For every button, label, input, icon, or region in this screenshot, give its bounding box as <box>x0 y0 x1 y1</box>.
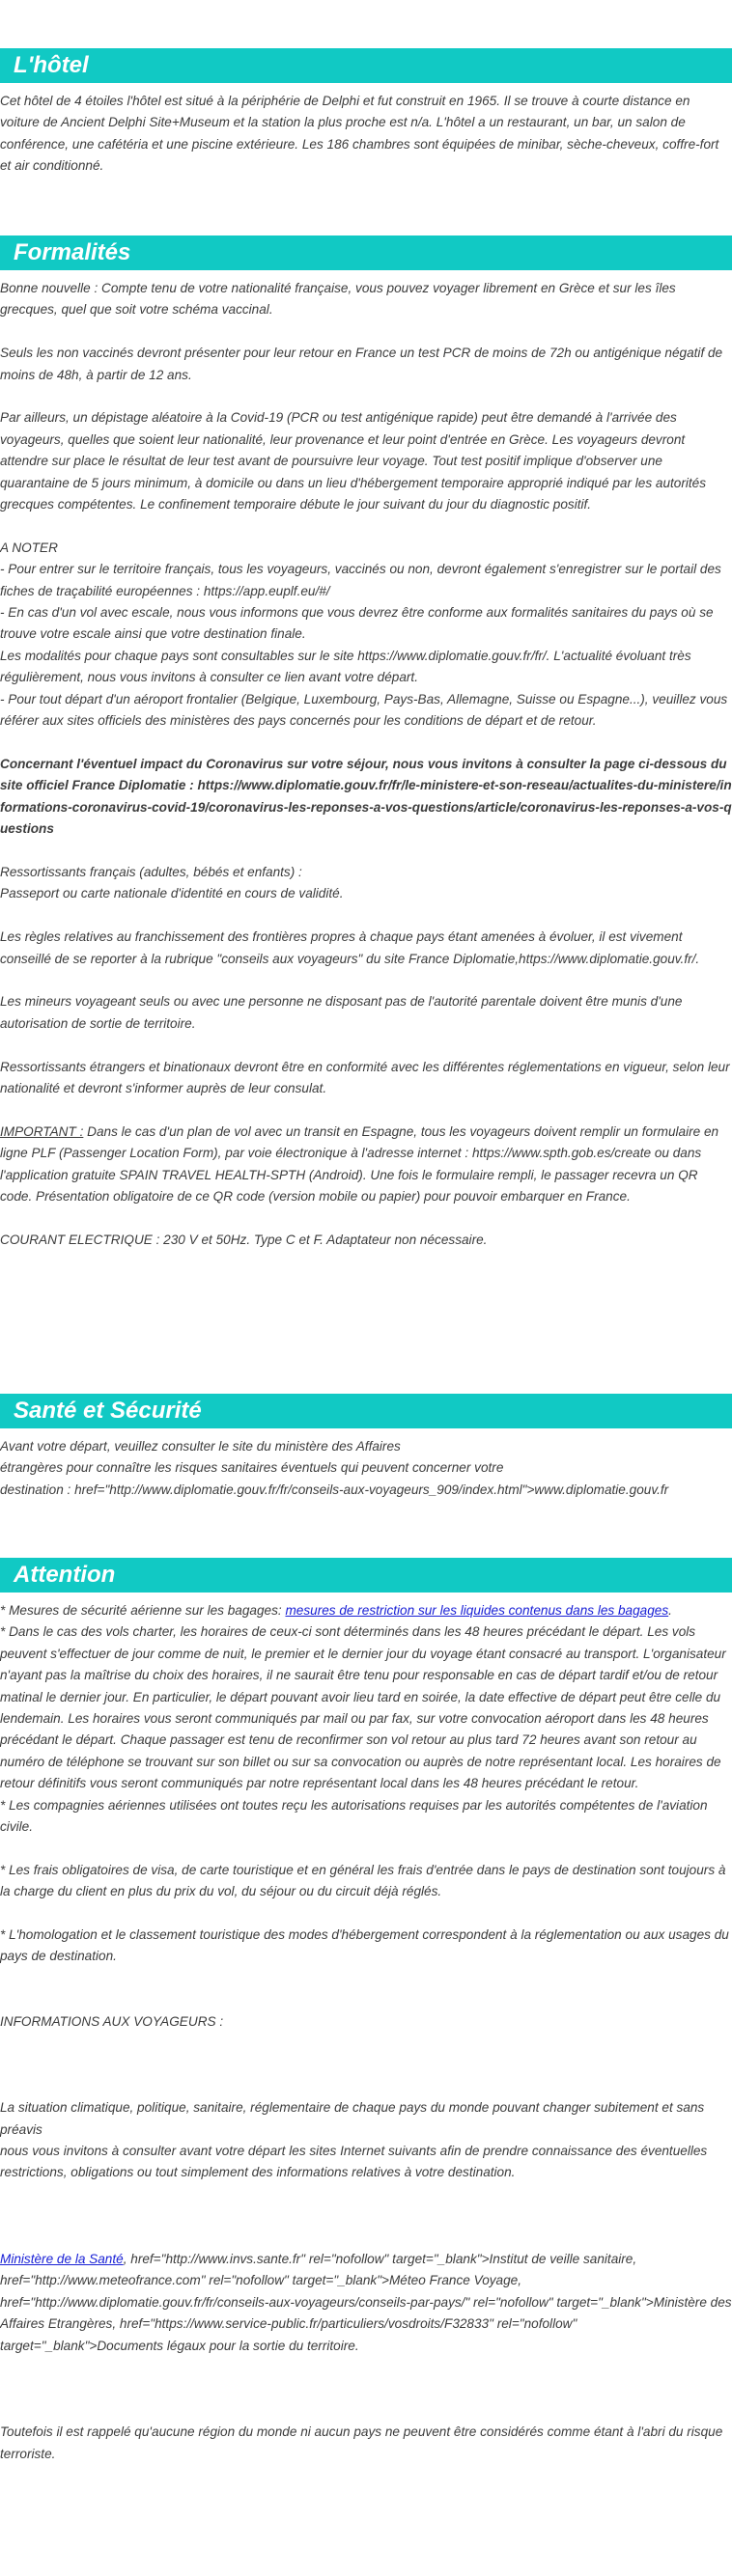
etrangers-text: Ressortissants étrangers et binationaux devront être en conformité avec les différentes réglementations en vigueur, selon leur nationalité et devront s'informer auprès de leur consulat. <box>0 1059 730 1095</box>
homologation-text: * L'homologation et le classement touristique des modes d'hébergement correspondent à la réglementation ou aux usages du pays de destination. <box>0 1927 729 1964</box>
ministere-paragraph <box>0 2249 732 2357</box>
frais-text: * Les frais obligatoires de visa, de carte touristique et en général les frais d'entrée dans le pays de destination sont toujours à la charge du client en plus du prix du vol, du séjour ou du circuit déjà réglés. <box>0 1862 726 1899</box>
bagages-suffix: . <box>668 1603 672 1618</box>
note-title: A NOTER <box>0 540 58 555</box>
sante-line-2: étrangères pour connaître les risques sanitaires éventuels qui peuvent concerner votre <box>0 1460 504 1476</box>
regles-text: Les règles relatives au franchissement des frontières propres à chaque pays étant amenées à évoluer, il est vivement conseillé de se reporter à la rubrique "conseils aux voyageurs" du site France Diplomatie,https://www.diplomatie.gouv.fr/. <box>0 929 700 966</box>
bagages-link[interactable]: mesures de restriction sur les liquides contenus dans les bagages <box>285 1603 669 1618</box>
situation-text-1: La situation climatique, politique, sanitaire, réglementaire de chaque pays du monde pouvant changer subitement et sans préavis <box>0 2100 705 2137</box>
ministere-rest: , href="http://www.invs.sante.fr" rel="nofollow" target="_blank">Institut de veille sanitaire, href="http://www.meteofrance.com" rel="nofollow" target="_blank">Méteo France Voyage, href="http://www.diplomatie.gouv.fr/fr/conseils-aux-voyageurs/conseils-par-pays/" rel="nofollow" target="_blank">Ministère des Affaires Etrangères, href="https://www.service-public.fr/particuliers/vosdroits/F32833" rel="nofollow" target="_blank">Documents légaux pour la sortie du territoire. <box>0 2252 732 2353</box>
formalites-body <box>0 270 732 1251</box>
important-paragraph <box>0 1122 732 1208</box>
attention-title: Attention <box>0 1558 732 1593</box>
bagages-prefix: * Mesures de sécurité aérienne sur les bagages: <box>0 1603 286 1618</box>
toutefois-text: Toutefois il est rappelé qu'aucune région du monde ni aucun pays ne peuvent être considérés comme étant à l'abri du risque terroriste. <box>0 2424 723 2461</box>
courant-text: COURANT ELECTRIQUE : 230 V et 50Hz. Type C et F. Adaptateur non nécessaire. <box>0 1232 488 1247</box>
sante-line-1: Avant votre départ, veuillez consulter le site du ministère des Affaires <box>0 1439 401 1454</box>
important-label: IMPORTANT : <box>0 1123 84 1139</box>
ministere-sante-link[interactable]: Ministère de la Santé <box>0 2252 124 2267</box>
note-4: - Pour tout départ d'un aéroport frontalier (Belgique, Luxembourg, Pays-Bas, Allemagne, Suisse ou Espagne...), veuillez vous référer aux sites officiels des ministères des pays concernés pour les conditions de départ et de retour. <box>0 691 728 729</box>
formalites-p3: Par ailleurs, un dépistage aléatoire à la Covid-19 (PCR ou test antigénique rapide) peut être demandé à l'arrivée des voyageurs, quelles que soient leur nationalité, leur provenance et leur point d'entrée en Grèce. Les voyageurs devront attendre sur place le résultat de leur test avant de poursuivre leur voyage. Tout test positif implique d'observer une quarantaine de 5 jours minimum, à domicile ou dans un lieu d'hébergement temporaire approprié indiqué par les autorités grecques compétentes. Le confinement temporaire débute le jour suivant du jour du diagnostic positif. <box>0 410 707 512</box>
important-text: Dans le cas d'un plan de vol avec un transit en Espagne, tous les voyageurs doivent remplir un formulaire en ligne PLF (Passenger Location Form), par voie électronique à l'adresse internet : https://www.spth.gob.es/create ou dans l'application gratuite SPAIN TRAVEL HEALTH-SPTH (Android). Une fois le formulaire rempli, le passager recevra un QR code. Présentation obligatoire de ce QR code (version mobile ou papier) pour pouvoir embarquer en France. <box>0 1123 719 1204</box>
situation-text-2: nous vous invitons à consulter avant votre départ les sites Internet suivants afin de prendre connaissance des éventuelles restrictions, obligations ou tout simplement des informations relatives à votre destination. <box>0 2144 708 2180</box>
sante-section <box>0 1394 732 1501</box>
hotel-title: L'hôtel <box>0 48 732 83</box>
hotel-text: Cet hôtel de 4 étoiles l'hôtel est situé à la périphérie de Delphi et fut construit en 1965. Il se trouve à courte distance en voiture de Ancient Delphi Site+Museum et la station la plus proche est n/a. L'hôtel a un restaurant, un bar, un salon de conférence, une cafétéria et une piscine extérieure. Les 186 chambres sont équipées de minibar, sèche-cheveux, coffre-fort et air conditionné. <box>0 94 719 174</box>
charter-text: * Dans le cas des vols charter, les horaires de ceux-ci sont déterminés dans les 48 heures précédant le départ. Les vols peuvent s'effectuer de jour comme de nuit, le premier et le dernier jour du voyage étant consacré au transport. L'organisateur n'ayant pas la maîtrise du choix des horaires, il ne saurait être tenu pour responsable en cas de départ tardif et/ou de retour matinal le dernier jour. En particulier, le départ pouvant avoir lieu tard en soirée, la date effective de départ peut être celle du lendemain. Les horaires vous seront communiqués par mail ou par fax, sur votre convocation aéroport dans les 48 heures précédant le départ. Chaque passager est tenu de reconfirmer son vol retour au plus tard 72 heures avant son retour au numéro de téléphone se trouvant sur son billet ou sur sa convocation ou auprès de notre représentant local. Les horaires de retour définitifs vous seront communiqués par notre représentant local dans les 48 heures précédant le retour. <box>0 1624 726 1791</box>
attention-body <box>0 1593 732 2465</box>
covid-notice: Concernant l'éventuel impact du Coronavirus sur votre séjour, nous vous invitons à consulter la page ci-dessous du site officiel France Diplomatie : https://www.diplomatie.gouv.fr/fr/le-ministere-et-son-reseau/actualites-du-ministere/informations-coronavirus-covid-19/coronavirus-les-reponses-a-vos-questions/article/coronavirus-les-reponses-a-vos-questions <box>0 756 732 837</box>
bagages-paragraph <box>0 1600 732 1621</box>
sante-title: Santé et Sécurité <box>0 1394 732 1428</box>
hotel-body <box>0 83 732 178</box>
sante-line-3: destination : href="http://www.diplomatie.gouv.fr/fr/conseils-aux-voyageurs_909/index.html">www.diplomatie.gouv.fr <box>0 1482 669 1497</box>
attention-section <box>0 1558 732 2465</box>
hotel-section <box>0 48 732 178</box>
formalites-p2: Seuls les non vaccinés devront présenter pour leur retour en France un test PCR de moins de 72h ou antigénique négatif de moins de 48h, à partir de 12 ans. <box>0 346 723 382</box>
formalites-title: Formalités <box>0 235 732 270</box>
note-3: Les modalités pour chaque pays sont consultables sur le site https://www.diplomatie.gouv.fr/fr/. L'actualité évoluant très régulièrement, nous vous invitons à consulter ce lien avant votre départ. <box>0 648 691 685</box>
note-1: - Pour entrer sur le territoire français, tous les voyageurs, vaccinés ou non, devront également s'enregistrer sur le portail des fiches de traçabilité européennes : https://app.euplf.eu/#/ <box>0 562 721 598</box>
note-2: - En cas d'un vol avec escale, nous vous informons que vous devrez être conforme aux formalités sanitaires du pays où se trouve votre escale ainsi que votre destination finale. <box>0 605 714 642</box>
mineurs-text: Les mineurs voyageant seuls ou avec une personne ne disposant pas de l'autorité parentale doivent être munis d'une autorisation de sortie de territoire. <box>0 994 683 1031</box>
compagnies-text: * Les compagnies aériennes utilisées ont toutes reçu les autorisations requises par les autorités compétentes de l'aviation civile. <box>0 1797 708 1835</box>
ressortissants-title: Ressortissants français (adultes, bébés et enfants) : <box>0 864 302 879</box>
sante-body <box>0 1428 732 1501</box>
infos-voyageurs-title: INFORMATIONS AUX VOYAGEURS : <box>0 2013 224 2029</box>
ressortissants-doc: Passeport ou carte nationale d'identité en cours de validité. <box>0 886 344 901</box>
formalites-p1: Bonne nouvelle : Compte tenu de votre nationalité française, vous pouvez voyager librement en Grèce et sur les îles grecques, quel que soit votre schéma vaccinal. <box>0 281 676 318</box>
formalites-section <box>0 235 732 1251</box>
